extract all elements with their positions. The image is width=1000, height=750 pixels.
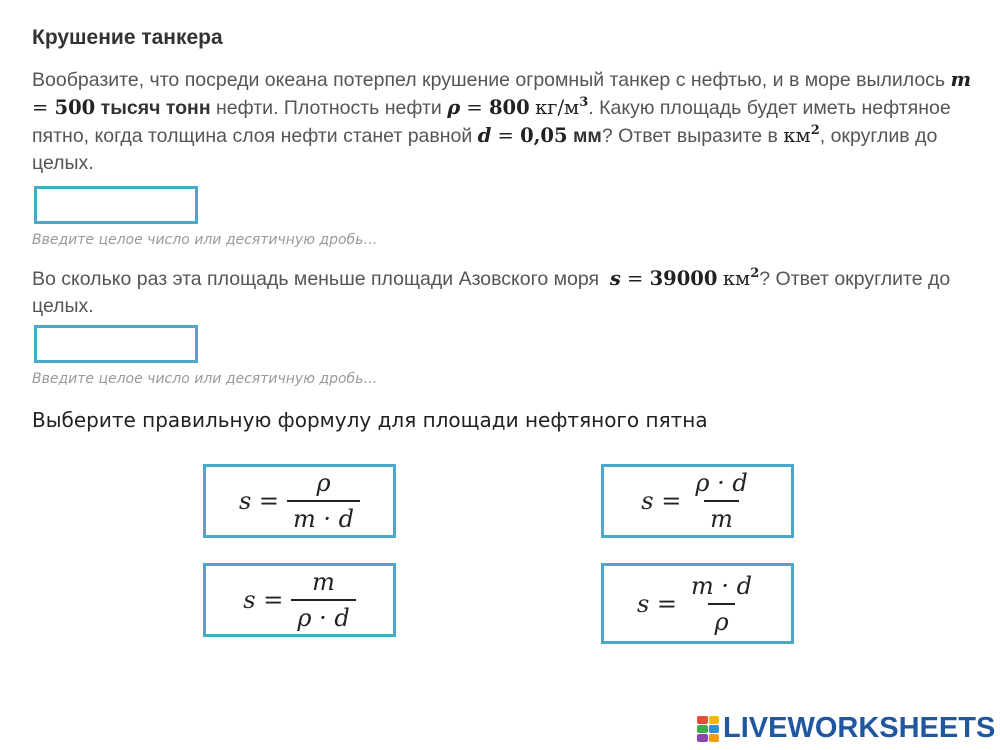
problem-text-part: , округлив до целых. [32,125,938,174]
fraction [685,571,758,637]
liveworksheets-logo[interactable] [697,712,995,745]
thickness-variable: d [477,124,492,147]
logo-icon [697,716,719,742]
formula-question: Выберите правильную формулу для площади нефтяного пятна [32,408,708,432]
page-title: Крушение танкера [32,26,223,49]
answer-hint: Введите целое число или десятичную дробь… [32,371,378,387]
answer-input-area[interactable] [34,186,198,224]
formula-option-1[interactable] [203,464,396,538]
mass-unit: тысяч тонн [95,97,211,119]
sea-area-value: 39000 [649,267,718,290]
formula-lhs: s = [636,589,678,618]
answer-hint: Введите целое число или десятичную дробь… [32,232,378,248]
sea-area-unit-exponent: 2 [750,266,760,281]
problem-text-part: ? Ответ выразите в [601,125,784,147]
thickness-unit: мм [567,125,602,147]
fraction-denominator: m · d [287,500,360,534]
formula-lhs: s = [243,586,284,614]
fraction-denominator: ρ · d [291,599,355,633]
problem-text-2 [32,265,982,320]
problem-text-part: . Какую площадь будет иметь нефтяное пятно, когда толщина слоя нефти станет равной [32,97,951,147]
area-unit: км [783,124,811,147]
problem-text-part: нефти. Плотность нефти [210,97,448,119]
formula-option-2[interactable] [601,464,794,538]
problem-text [32,66,982,177]
equals-sign: = [620,267,650,290]
mass-value: 500 [54,96,96,119]
equals-sign: = [32,96,55,119]
density-unit: кг/м [535,96,580,119]
thickness-value: 0,05 [520,124,568,147]
mass-variable: m [950,68,972,91]
fraction-numerator: m · d [691,571,753,600]
equals-sign: = [460,96,489,119]
answer-input-ratio[interactable] [34,325,198,363]
formula-option-3[interactable] [203,563,396,637]
sea-area-variable: s [609,267,621,290]
fraction-denominator: ρ [708,603,734,637]
density-unit-exponent: 3 [579,95,589,110]
brand-name: LIVEWORKSHEETS [723,712,996,744]
area-unit-exponent: 2 [810,123,820,138]
equals-sign: = [491,124,521,147]
fraction-denominator: m [704,500,739,534]
formula-option-4[interactable] [601,563,794,644]
formula-lhs: s = [238,487,280,515]
fraction-numerator: ρ [316,469,331,497]
formula-lhs: s = [641,487,682,515]
fraction [689,468,753,534]
fraction [287,468,360,534]
fraction-numerator: ρ · d [695,469,748,497]
density-value: 800 [488,96,530,119]
problem-text-part: ? Ответ округлите до целых. [32,268,951,317]
problem-text-part: Вообразите, что посреди океана потерпел крушение огромный танкер с нефтью, и в море вылилось [32,69,951,91]
problem-text-part: Во сколько раз эта площадь меньше площади Азовского моря [32,268,605,290]
sea-area-unit: км [722,267,751,290]
fraction-numerator: m [312,568,335,596]
fraction [291,567,355,633]
density-variable: ρ [447,96,461,119]
